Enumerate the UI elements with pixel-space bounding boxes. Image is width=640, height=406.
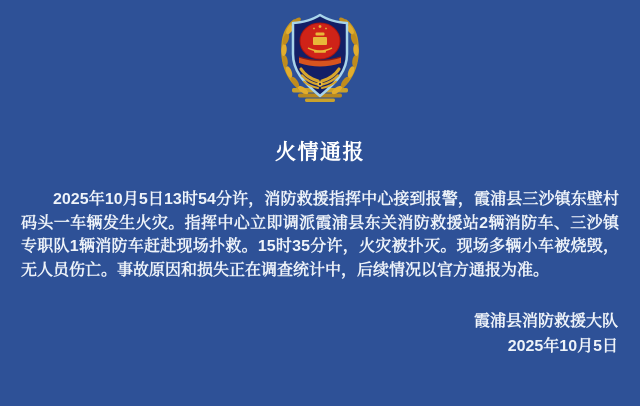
notice-body: 2025年10月5日13时54分许，消防救援指挥中心接到报警，霞浦县三沙镇东壁村码头一车辆发生火灾。指挥中心立即调派霞浦县东关消防救援站2辆消防车、三沙镇专职队1辆消防车赶赴现场扑救。15时35分许，火灾被扑灭。现场多辆小车被烧毁，无人员伤亡。事故原因和损失正在调查统计中，后续情况以官方通报为准。 — [21, 191, 619, 279]
signature-org: 霞浦县消防救援大队 — [473, 313, 618, 330]
notice-title: 火情通报 — [275, 141, 365, 164]
signature-date: 2025年10月5日 — [507, 338, 618, 355]
fire-rescue-emblem-icon — [268, 7, 372, 105]
